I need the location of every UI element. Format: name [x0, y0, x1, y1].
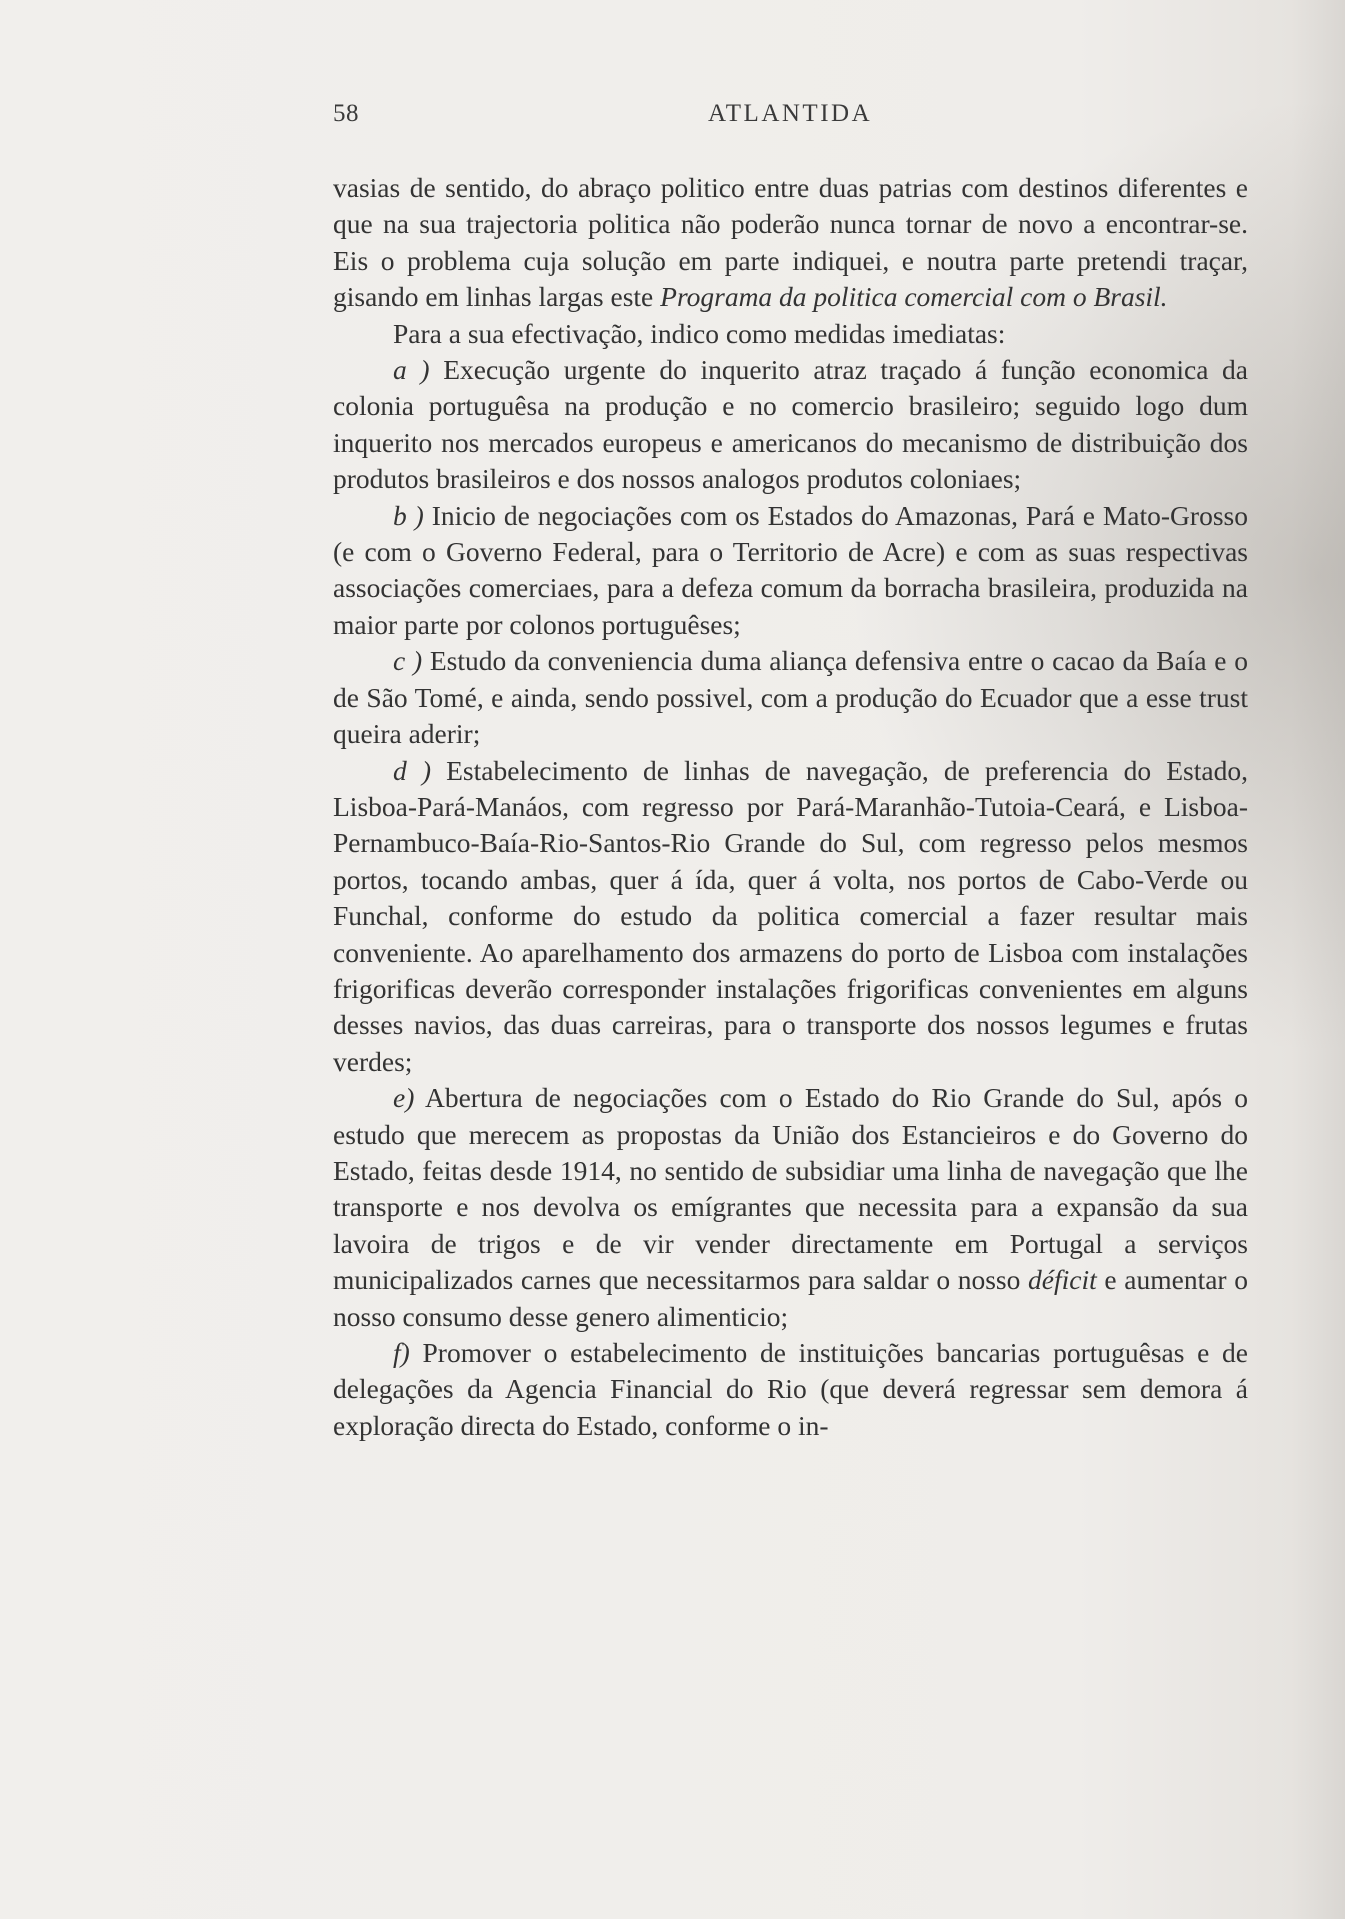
list-item-c-text: Estudo da conveniencia duma aliança defensiva entre o cacao da Baía e o de São Tomé, e ainda, sendo possivel, com a produção do Ecuador que a esse trust queira aderir;	[333, 645, 1248, 750]
running-title: ATLANTIDA	[708, 100, 873, 127]
list-item-c-label: c )	[393, 645, 423, 677]
list-item-e-label: e)	[393, 1082, 415, 1114]
list-item-d-label: d )	[393, 754, 432, 786]
list-item-b-label: b )	[393, 499, 424, 531]
list-item-a-text: Execução urgente do inquerito atraz traçado á função economica da colonia portuguêsa na produção e no comercio brasileiro; seguido logo dum inquerito nos mercados europeus e americanos do mecanismo de distribuição dos produtos brasileiros e dos nossos analogos produtos coloniaes;	[333, 354, 1248, 495]
list-item-d	[333, 753, 1248, 1081]
paragraph-measures: Para a sua efectivação, indico como medidas imediatas:	[393, 317, 1006, 349]
list-item-d-text: Estabelecimento de linhas de navegação, de preferencia do Estado, Lisboa-Pará-Manáos, com regresso por Pará-Maranhão-Tutoia-Ceará, e Lisboa-Pernambuco-Baía-Rio-Santos-Rio Grande do Sul, com regresso pelos mesmos portos, tocando ambas, quer á ída, quer á volta, nos portos de Cabo-Verde ou Funchal, conforme do estudo da politica comercial a fazer resultar mais conveniente. Ao aparelhamento dos armazens do porto de Lisboa com instalações frigorificas deverão corresponder instalações frigorificas convenientes em alguns desses navios, das duas carreiras, para o transporte dos nossos legumes e frutas verdes;	[333, 754, 1248, 1077]
list-item-f-label: f)	[393, 1337, 410, 1368]
body-text	[333, 170, 1248, 1444]
list-item-e-text-after: e aumentar o nosso consumo desse genero alimenticio;	[333, 1264, 1248, 1332]
list-item-b-text: Inicio de negociações com os Estados do Amazonas, Pará e Mato-Grosso (e com o Governo Federal, para o Territorio de Acre) e com as suas respectivas associações comerciaes, para a defeza comum da borracha brasileira, produzida na maior parte por colonos portuguêses;	[333, 499, 1248, 640]
page-header	[333, 100, 1248, 140]
list-item-e	[333, 1080, 1248, 1335]
paragraph-intro	[333, 170, 1248, 316]
list-item-a	[333, 352, 1248, 498]
program-title: Programa da politica comercial com o Brasil.	[660, 281, 1168, 313]
list-item-f-text: Promover o estabelecimento de instituições bancarias portuguêsas e de delegações da Agencia Financial do Rio (que deverá regressar sem demora á exploração directa do Estado, conforme o in-	[333, 1337, 1248, 1441]
paragraph-intro-text: vasias de sentido, do abraço politico entre duas patrias com destinos diferentes e que na sua trajectoria politica não poderão nunca tornar de novo a encontrar-se. Eis o problema cuja solução em parte indiquei, e noutra parte pretendi traçar, gisando em linhas largas este	[333, 172, 1248, 313]
list-item-f	[333, 1335, 1248, 1444]
list-item-e-text-before: Abertura de negociações com o Estado do Rio Grande do Sul, após o estudo que merecem as propostas da União dos Estancieiros e do Governo do Estado, feitas desde 1914, no sentido de subsidiar uma linha de navegação que lhe transporte e nos devolva os emígrantes que necessita para a expansão da sua lavoira de trigos e de vir vender directamente em Portugal a serviços municipalizados carnes que necessitarmos para saldar o nosso	[333, 1082, 1248, 1296]
deficit-word: déficit	[1028, 1264, 1097, 1296]
list-item-b	[333, 498, 1248, 644]
list-item-a-label: a )	[393, 354, 430, 386]
page-number: 58	[333, 100, 359, 127]
list-item-c	[333, 643, 1248, 752]
